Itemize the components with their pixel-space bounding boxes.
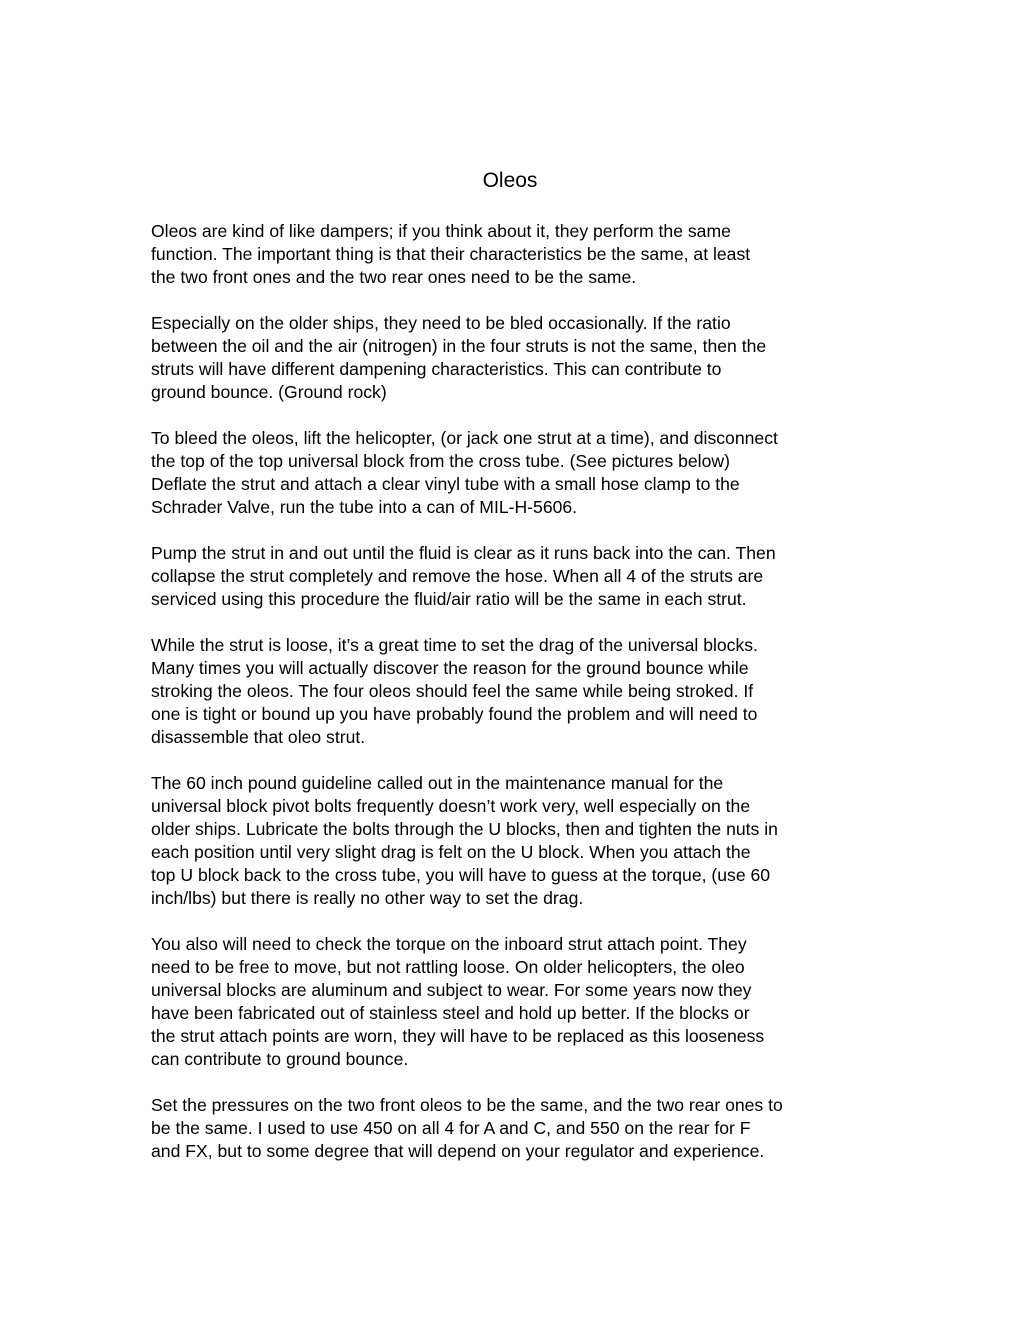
paragraph bbox=[151, 312, 873, 404]
text-line: universal block pivot bolts frequently doesn’t work very, well especially on the bbox=[151, 796, 751, 816]
text-line: ground bounce. (Ground rock) bbox=[151, 382, 387, 402]
text-line: inch/lbs) but there is really no other way to set the drag. bbox=[151, 888, 584, 908]
text-line: Set the pressures on the two front oleos to be the same, and the two rear ones to bbox=[151, 1095, 783, 1115]
text-line: Many times you will actually discover the reason for the ground bounce while bbox=[151, 658, 749, 678]
paragraph bbox=[151, 634, 873, 749]
text-line: You also will need to check the torque on the inboard strut attach point. They bbox=[151, 934, 747, 954]
text-line: can contribute to ground bounce. bbox=[151, 1049, 409, 1069]
text-line: older ships. Lubricate the bolts through the U blocks, then and tighten the nuts in bbox=[151, 819, 778, 839]
document-body bbox=[151, 220, 873, 1186]
text-line: between the oil and the air (nitrogen) in the four struts is not the same, then the bbox=[151, 336, 767, 356]
text-line: Schrader Valve, run the tube into a can of MIL-H-5606. bbox=[151, 497, 578, 517]
paragraph bbox=[151, 427, 873, 519]
text-line: Oleos are kind of like dampers; if you think about it, they perform the same bbox=[151, 221, 731, 241]
text-line: be the same. I used to use 450 on all 4 for A and C, and 550 on the rear for F bbox=[151, 1118, 751, 1138]
paragraph bbox=[151, 933, 873, 1071]
text-line: the two front ones and the two rear ones need to be the same. bbox=[151, 267, 637, 287]
paragraph bbox=[151, 220, 873, 289]
text-line: collapse the strut completely and remove the hose. When all 4 of the struts are bbox=[151, 566, 764, 586]
text-line: stroking the oleos. The four oleos should feel the same while being stroked. If bbox=[151, 681, 754, 701]
page-title: Oleos bbox=[482, 169, 538, 192]
text-line: While the strut is loose, it’s a great time to set the drag of the universal blocks. bbox=[151, 635, 758, 655]
text-line: top U block back to the cross tube, you will have to guess at the torque, (use 60 bbox=[151, 865, 771, 885]
text-line: serviced using this procedure the fluid/air ratio will be the same in each strut. bbox=[151, 589, 747, 609]
text-line: disassemble that oleo strut. bbox=[151, 727, 366, 747]
text-line: Especially on the older ships, they need to be bled occasionally. If the ratio bbox=[151, 313, 731, 333]
text-line: have been fabricated out of stainless steel and hold up better. If the blocks or bbox=[151, 1003, 750, 1023]
paragraph bbox=[151, 772, 873, 910]
text-line: one is tight or bound up you have probably found the problem and will need to bbox=[151, 704, 758, 724]
text-line: To bleed the oleos, lift the helicopter, (or jack one strut at a time), and disconnect bbox=[151, 428, 778, 448]
paragraph bbox=[151, 542, 873, 611]
text-line: and FX, but to some degree that will depend on your regulator and experience. bbox=[151, 1141, 765, 1161]
text-line: the strut attach points are worn, they will have to be replaced as this looseness bbox=[151, 1026, 765, 1046]
text-line: each position until very slight drag is felt on the U block. When you attach the bbox=[151, 842, 751, 862]
text-line: need to be free to move, but not rattling loose. On older helicopters, the oleo bbox=[151, 957, 745, 977]
text-line: universal blocks are aluminum and subject to wear. For some years now they bbox=[151, 980, 752, 1000]
text-line: function. The important thing is that their characteristics be the same, at least bbox=[151, 244, 751, 264]
text-line: Deflate the strut and attach a clear vinyl tube with a small hose clamp to the bbox=[151, 474, 740, 494]
text-line: Pump the strut in and out until the fluid is clear as it runs back into the can. Then bbox=[151, 543, 776, 563]
text-line: struts will have different dampening characteristics. This can contribute to bbox=[151, 359, 722, 379]
text-line: The 60 inch pound guideline called out in the maintenance manual for the bbox=[151, 773, 724, 793]
text-line: the top of the top universal block from the cross tube. (See pictures below) bbox=[151, 451, 730, 471]
paragraph bbox=[151, 1094, 873, 1163]
